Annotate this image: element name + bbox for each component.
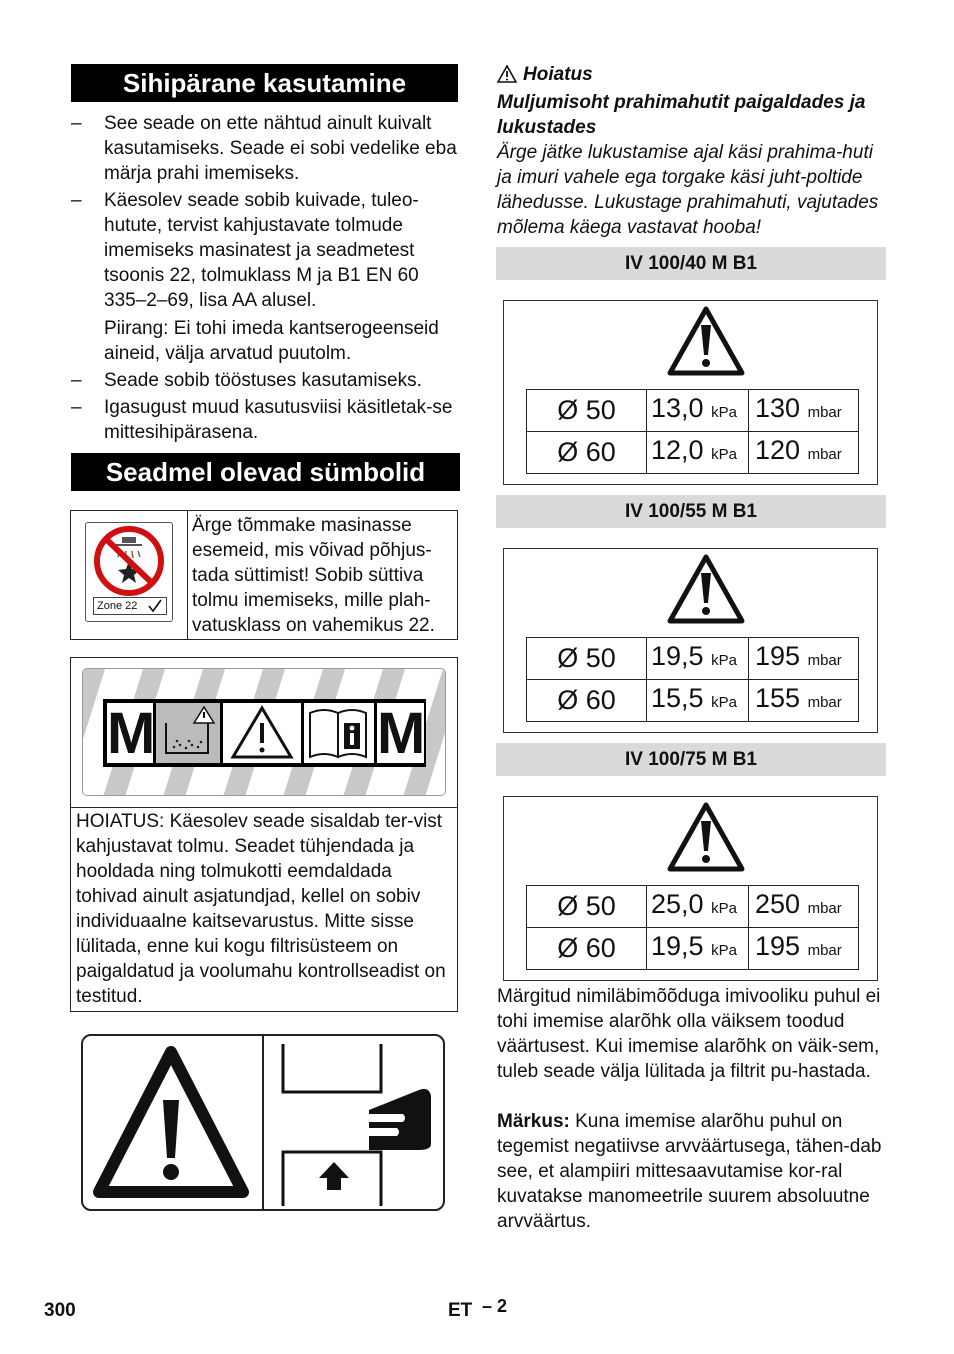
zone-22-text: Zone 22 [97, 600, 138, 612]
mbar-unit: mbar [807, 942, 842, 959]
warning-triangle-icon [666, 801, 746, 873]
mbar-value: 250 [755, 889, 801, 919]
vacuum-paragraph: Märgitud nimiläbimõõduga imivooliku puhul ei tohi imemise alarõhk olla väiksem toodud väärtusest. Kui imemise alarõhk on väik-sem, tuleb seade välja lülitada ja filtrit pu-hastada. [497, 986, 881, 1082]
kpa-unit: kPa [711, 900, 737, 917]
zone-22-label [93, 597, 167, 615]
warning-heading [497, 62, 887, 87]
manual-info-icon [304, 703, 374, 763]
warning-label: Hoiatus [523, 64, 593, 85]
kpa-unit: kPa [711, 652, 737, 669]
warning-triangle-icon [223, 703, 301, 763]
list-item: – Igasugust muud kasutusviisi käsitletak-se mittesihipärasena. [71, 395, 461, 445]
section-page: – 2 [482, 1296, 508, 1316]
diameter-cell: Ø 50 [527, 886, 647, 928]
hand-crush-icon [269, 1040, 439, 1208]
kpa-value: 15,5 [651, 683, 704, 713]
table-row [527, 886, 859, 928]
dust-container-icon [156, 703, 220, 763]
kpa-cell [647, 638, 749, 680]
mbar-value: 120 [755, 435, 801, 465]
kpa-value: 25,0 [651, 889, 704, 919]
section-title-intended-use: Sihipärane kasutamine [71, 64, 458, 102]
mbar-cell [749, 638, 859, 680]
note-label: Märkus: [497, 1111, 570, 1132]
kpa-value: 19,5 [651, 931, 704, 961]
mbar-unit: mbar [807, 900, 842, 917]
model-panel [503, 300, 878, 485]
kpa-value: 19,5 [651, 641, 704, 671]
table-row [527, 928, 859, 970]
warning-triangle-icon [666, 305, 746, 377]
warning-small-icon [497, 65, 517, 83]
intended-use-list [71, 111, 461, 313]
mbar-cell [749, 680, 859, 722]
model-heading: IV 100/40 M B1 [496, 247, 886, 280]
kpa-unit: kPa [711, 942, 737, 959]
mbar-value: 195 [755, 641, 801, 671]
vacuum-table [526, 637, 859, 722]
kpa-unit: kPa [711, 404, 737, 421]
kpa-cell [647, 432, 749, 474]
restriction-note: Piirang: Ei tohi imeda kantserogeenseid aineid, välja arvatud puutolm. [104, 318, 439, 364]
warning-title: Muljumisoht prahimahutit paigaldades ja lukustades [497, 92, 866, 138]
list-item: – See seade on ette nähtud ainult kuivalt kasutamiseks. Seade ei sobi vedelike eba märja prahi imemiseks. [71, 111, 461, 186]
diameter-cell: Ø 50 [527, 638, 647, 680]
page-number: 300 [44, 1300, 76, 1321]
warning-text: Ärge jätke lukustamise ajal käsi prahima-huti ja imuri vahele ega torgake käsi juht-poltide lähedusse. Lukustage prahimahuti, vajutades mõlema käega vastavat hooba! [497, 142, 879, 238]
kpa-value: 13,0 [651, 393, 704, 423]
table-row [527, 680, 859, 722]
diameter-cell: Ø 60 [527, 432, 647, 474]
table-row [527, 432, 859, 474]
model-panel [503, 548, 878, 733]
m-letter-left: M [107, 701, 156, 766]
section-title-symbols: Seadmel olevad sümbolid [71, 453, 460, 491]
mbar-cell [749, 928, 859, 970]
mbar-unit: mbar [807, 652, 842, 669]
m-class-label-box [70, 657, 458, 1012]
mbar-unit: mbar [807, 694, 842, 711]
list-item: – Käesolev seade sobib kuivade, tuleo-hututе, tervist kahjustavate tolmude imemiseks masinatest ja seadmetest tsoonis 22, tolmuklass M ja B1 EN 60 335–2–69, lisa AA alusel. [71, 188, 461, 313]
kpa-cell [647, 886, 749, 928]
kpa-cell [647, 390, 749, 432]
warning-triangle-icon [93, 1042, 253, 1202]
kpa-value: 12,0 [651, 435, 704, 465]
intended-use-list-2 [71, 368, 461, 445]
kpa-unit: kPa [711, 446, 737, 463]
note-text: Kuna imemise alarõhu puhul on tegemist negatiivse arvväärtusega, tähen-dab see, et alampiiri mittesaavutamise kor-ral kuvatakse manomeetrile suurem absoluutne arvväärtus. [497, 1111, 882, 1232]
zone-description: Ärge tõmmake masinasse esemeid, mis võivad põhjus-tada süttimist! Sobib süttiva tolmu imemiseks, mille plah-vatusklass on vahemikus 22. [192, 515, 435, 636]
m-letter-right: M [377, 701, 426, 766]
diameter-cell: Ø 60 [527, 680, 647, 722]
model-panel [503, 796, 878, 981]
table-row [527, 390, 859, 432]
crush-warning-sticker [81, 1034, 445, 1211]
model-heading: IV 100/55 M B1 [496, 495, 886, 528]
kpa-cell [647, 680, 749, 722]
note-paragraph [497, 1109, 887, 1234]
mbar-value: 130 [755, 393, 801, 423]
language-code: ET [448, 1300, 473, 1321]
kpa-cell [647, 928, 749, 970]
m-class-sticker [82, 668, 446, 796]
mbar-value: 195 [755, 931, 801, 961]
m-class-symbol-strip [103, 699, 426, 767]
mbar-cell [749, 886, 859, 928]
list-item: – Seade sobib tööstuses kasutamiseks. [71, 368, 461, 393]
mbar-unit: mbar [807, 404, 842, 421]
mbar-value: 155 [755, 683, 801, 713]
kpa-unit: kPa [711, 694, 737, 711]
diameter-cell: Ø 60 [527, 928, 647, 970]
model-heading: IV 100/75 M B1 [496, 743, 886, 776]
warning-triangle-icon [666, 553, 746, 625]
checkmark-icon [147, 599, 163, 613]
vacuum-table [526, 885, 859, 970]
zone-symbol-box [70, 510, 458, 640]
mbar-cell [749, 432, 859, 474]
table-row [527, 638, 859, 680]
mbar-unit: mbar [807, 446, 842, 463]
diameter-cell: Ø 50 [527, 390, 647, 432]
mbar-cell [749, 390, 859, 432]
hoiatus-text: HOIATUS: Käesolev seade sisaldab ter-vist kahjustavat tolmu. Seadet tühjendada ja hooldada ning tolmukotti eemdaldada tohivad ainult asjatundjad, kellel on sobiv individuaalne kaitsevarustus. Mitte sisse lülitada, enne kui kogu filtrisüsteem on paigaldatud ja voolumahu kontrollseadist on testitud. [76, 811, 446, 1007]
vacuum-table [526, 389, 859, 474]
